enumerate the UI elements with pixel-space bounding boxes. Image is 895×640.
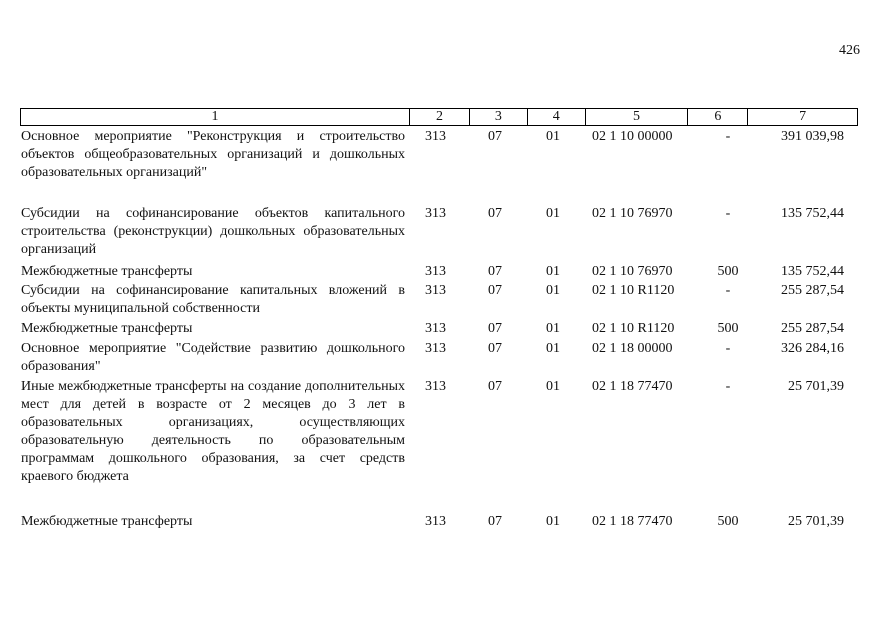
row-name: Основное мероприятие "Содействие развитию дошкольного образования"	[21, 341, 405, 374]
row-name: Межбюджетные трансферты	[21, 321, 193, 336]
row-subsection: 01	[546, 514, 560, 529]
row-name: Межбюджетные трансферты	[21, 264, 193, 279]
row-amount: 255 287,54	[781, 283, 844, 298]
row-amount: 326 284,16	[781, 341, 844, 356]
row-subsection: 01	[546, 379, 560, 394]
row-vr: 500	[717, 514, 739, 529]
row-section: 07	[488, 283, 502, 298]
row-code: 313	[425, 321, 446, 336]
row-subsection: 01	[546, 129, 560, 144]
row-csr: 02 1 18 77470	[592, 379, 673, 394]
row-csr: 02 1 10 76970	[592, 264, 673, 279]
row-code: 313	[425, 341, 446, 356]
row-section: 07	[488, 379, 502, 394]
row-csr: 02 1 18 77470	[592, 514, 673, 529]
row-section: 07	[488, 514, 502, 529]
row-code: 313	[425, 283, 446, 298]
row-section: 07	[488, 129, 502, 144]
row-name: Иные межбюджетные трансферты на создание дополнительных мест для детей в возрасте от 2 месяцев до 3 лет в образовательных организациях, осуществляющих образовательную деятельность по образовательным программам дошкольного образования, за счет средств краевого бюджета	[21, 379, 405, 484]
row-amount: 135 752,44	[781, 264, 844, 279]
row-vr: 500	[717, 321, 739, 336]
row-vr: -	[725, 341, 731, 356]
row-csr: 02 1 10 R1120	[592, 283, 675, 298]
row-csr: 02 1 10 76970	[592, 206, 673, 221]
header-col-1: 1	[211, 109, 219, 124]
header-col-5: 5	[585, 109, 688, 125]
row-code: 313	[425, 129, 446, 144]
row-name: Субсидии на софинансирование капитальных вложений в объекты муниципальной собственности	[21, 283, 405, 316]
row-subsection: 01	[546, 341, 560, 356]
row-subsection: 01	[546, 206, 560, 221]
row-code: 313	[425, 206, 446, 221]
row-amount: 391 039,98	[781, 129, 844, 144]
row-code: 313	[425, 264, 446, 279]
row-vr: -	[725, 206, 731, 221]
row-vr: -	[725, 129, 731, 144]
row-code: 313	[425, 514, 446, 529]
row-amount: 135 752,44	[781, 206, 844, 221]
row-name: Основное мероприятие "Реконструкция и строительство объектов общеобразовательных организаций и дошкольных образовательных организаций"	[21, 129, 405, 180]
row-csr: 02 1 10 R1120	[592, 321, 675, 336]
row-csr: 02 1 10 00000	[592, 129, 673, 144]
row-section: 07	[488, 321, 502, 336]
row-section: 07	[488, 341, 502, 356]
row-name: Субсидии на софинансирование объектов капитального строительства (реконструкции) дошкольных образовательных организаций	[21, 206, 405, 257]
header-col-3: 3	[469, 109, 527, 125]
row-section: 07	[488, 264, 502, 279]
header-col-6: 6	[687, 109, 747, 125]
row-subsection: 01	[546, 321, 560, 336]
table-header	[20, 108, 858, 126]
header-col-2: 2	[409, 109, 469, 125]
header-col-4: 4	[527, 109, 585, 125]
row-vr: -	[725, 379, 731, 394]
row-amount: 25 701,39	[788, 514, 844, 529]
row-subsection: 01	[546, 264, 560, 279]
row-vr: -	[725, 283, 731, 298]
header-col-7: 7	[747, 109, 857, 125]
row-csr: 02 1 18 00000	[592, 341, 673, 356]
page-number: 426	[839, 43, 860, 58]
row-vr: 500	[717, 264, 739, 279]
row-subsection: 01	[546, 283, 560, 298]
row-amount: 255 287,54	[781, 321, 844, 336]
row-name: Межбюджетные трансферты	[21, 514, 193, 529]
row-amount: 25 701,39	[788, 379, 844, 394]
row-section: 07	[488, 206, 502, 221]
row-code: 313	[425, 379, 446, 394]
